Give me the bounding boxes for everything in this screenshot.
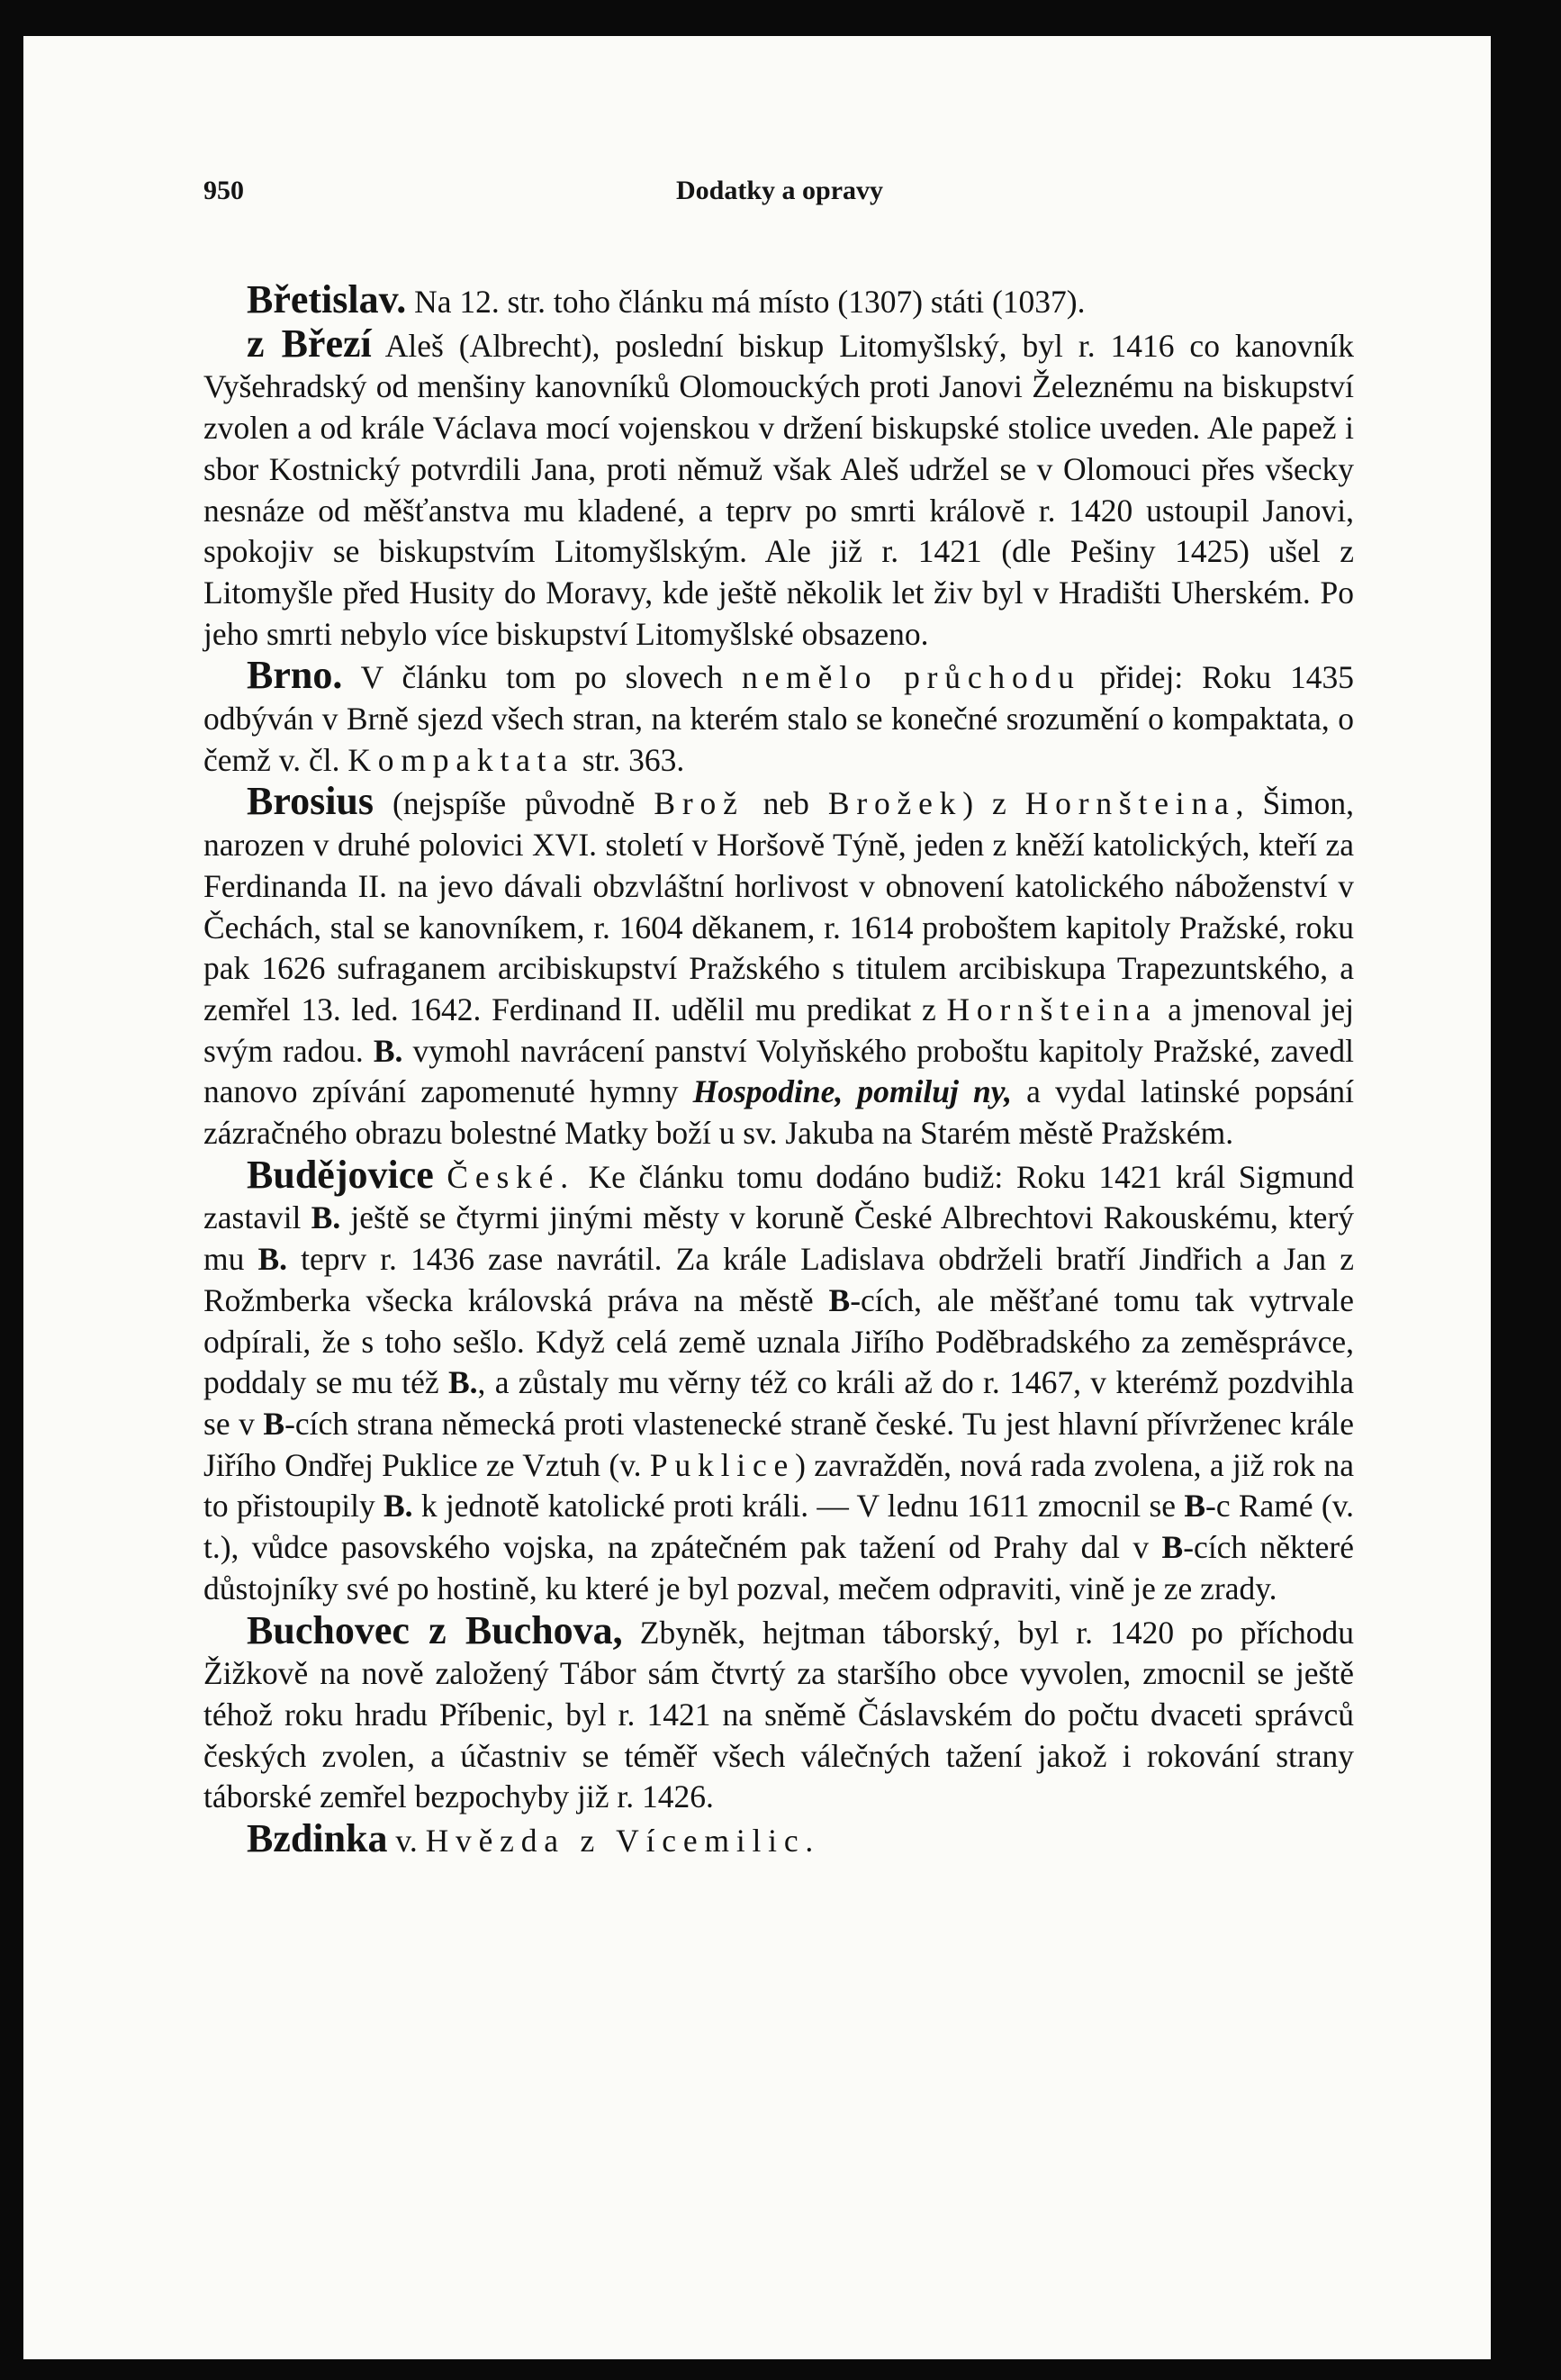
cross-reference: Puklice: [649, 1446, 796, 1483]
entry-text: .: [805, 1823, 814, 1860]
entry-headword: Břetislav.: [247, 277, 407, 321]
cross-reference: Hvězda z Vícemilic: [425, 1823, 806, 1860]
entry-headword: Brno.: [247, 653, 343, 698]
spaced-name: Brožek: [827, 785, 963, 822]
entry-budejovice: [203, 1154, 1354, 1610]
entry-text: (nejspíše původně: [393, 785, 636, 822]
abbrev-bold: B: [1161, 1529, 1184, 1566]
spaced-name: Hornšteina: [1024, 785, 1236, 822]
entry-text: ještě se čtyrmi jinými městy v koruně České Albrechtovi Rakouskému, který mu: [203, 1199, 1355, 1278]
spaced-phrase: nemělo průchodu: [742, 659, 1081, 696]
entry-text: , Šimon, narozen v druhé polovici XVI. století v Horšově Týně, jeden z kněží katolických, kteří za Ferdinanda II. na jevo dávali obzvláštní horlivost v obnovení katolického náboženství v Čechách, stal se kanovníkem, r. 1604 děkanem, r. 1614 proboštem kapitoly Pražské, roku pak 1626 sufraganem arcibiskupství Pražského s titulem arcibiskupa Trapezuntského, a zemřel 13. led. 1642. Ferdinand II. udělil mu predikat z: [203, 785, 1355, 1027]
book-page: [23, 36, 1491, 2359]
entry-text: vymohl navrácení panství Volyňského proboštu kapitoly Pražské, zavedl nanovo zpívání zapomenuté hymny: [203, 1032, 1355, 1110]
entry-text: V článku tom po slovech: [360, 659, 724, 696]
entry-text: teprv r. 1436 zase navrátil. Za krále Ladislava obdrželi bratří Jindřich a Jan z Rožmberka všecka královská práva na městě: [203, 1241, 1355, 1318]
entry-text: -cích některé důstojníky své po hostině, ku které je byl pozval, mečem odpraviti, vině je ze zrady.: [203, 1529, 1355, 1606]
entry-headword: Buchovec z Buchova,: [247, 1607, 623, 1652]
entry-headword: z Březí: [247, 321, 372, 366]
running-title: Dodatky a opravy: [675, 176, 884, 205]
entry-headword: Budějovice: [247, 1152, 434, 1197]
entry-text: -cích strana německá proti vlastenecké straně české. Tu jest hlavní přívrženec krále Jiřího Ondřej Puklice ze Vztuh (v.: [203, 1405, 1355, 1483]
entry-text: Na 12. str. toho článku má místo (1307) státi (1037).: [414, 284, 1086, 320]
page-header: [203, 176, 1356, 230]
entry-text: str. 363.: [582, 741, 685, 778]
entry-text: neb: [762, 785, 809, 822]
entry-text: a jmenoval jej svým radou.: [203, 991, 1355, 1069]
page-number: 950: [203, 176, 244, 205]
entry-bretislav: [203, 279, 1354, 323]
page-body: [203, 279, 1354, 1862]
entry-text: Ke článku tomu dodáno budiž: Roku 1421 král Sigmund zastavil: [203, 1158, 1355, 1236]
abbrev-bold: B.: [257, 1241, 288, 1278]
entry-text: -cích, ale měšťané tomu tak vytrvale odpírali, že s toho sešlo. Když celá země uznala Jiřího Poděbradského za zeměsprávce, poddaly se mu též: [203, 1281, 1354, 1401]
entry-text: , a zůstaly mu věrny též co králi až do r. 1467, v kterémž pozdvihla se v: [203, 1364, 1355, 1442]
entry-headword: Bzdinka: [247, 1816, 388, 1861]
abbrev-bold: B.: [311, 1199, 341, 1236]
abbrev-bold: B.: [447, 1364, 478, 1401]
entry-buchovec: [203, 1607, 1355, 1819]
spaced-name: Hornšteina: [946, 991, 1158, 1027]
entry-z-brezi: [203, 323, 1354, 656]
abbrev-bold: B: [263, 1405, 285, 1442]
entry-text: přidej: Roku 1435 odbýván v Brně sjezd všech stran, na kterém stalo se konečné srozumění o kompaktata, o čemž v. čl.: [203, 659, 1355, 778]
abbrev-bold: B.: [383, 1488, 413, 1525]
entry-headword: Brosius: [247, 779, 374, 824]
entry-text: a vydal latinské popsání zázračného obrazu bolestné Matky boží u sv. Jakuba na Starém městě Pražském.: [203, 1073, 1355, 1152]
entry-text: k jednotě katolické proti králi. — V lednu 1611 zmocnil se: [420, 1488, 1177, 1525]
abbrev-bold: B: [828, 1281, 851, 1318]
entry-brosius: [203, 781, 1354, 1154]
abbrev-bold: B: [1184, 1488, 1205, 1525]
entry-text: -c Ramé (v. t.), vůdce pasovského vojska, na zpátečném pak tažení od Prahy dal v: [203, 1488, 1355, 1566]
entry-brno: [203, 655, 1354, 781]
hymn-title: Hospodine, pomiluj ny,: [692, 1073, 1013, 1110]
entry-text: Aleš (Albrecht), poslední biskup Litomyšlský, byl r. 1416 co kanovník Vyšehradský od menšiny kanovníků Olomouckých proti Janovi Železnému na biskupství zvolen a od krále Václava mocí vojenskou v držení biskupské stolice uveden. Ale papež i sbor Kostnický potvrdili Jana, proti němuž však Aleš udržel se v Olomouci přes všecky nesnáze od měšťanstva mu kladené, a teprv po smrti královĕ r. 1420 ustoupil Janovi, spokojiv se biskupstvím Litomyšlským. Ale již r. 1421 (dle Pešiny 1425) ušel z Litomyšle před Husity do Moravy, kde ještě několik let živ byl v Hradišti Uherském. Po jeho smrti nebylo více biskupství Litomyšlské obsazeno.: [203, 327, 1354, 652]
abbrev-bold: B.: [373, 1032, 403, 1069]
entry-text: ) z: [962, 785, 1006, 822]
entry-bzdinka: [203, 1818, 1354, 1862]
spaced-name: Brož: [654, 785, 744, 822]
entry-text: Zbyněk, hejtman táborský, byl r. 1420 po příchodu Žižkově na nově založený Tábor sám čtvrtý za staršího obce vyvolen, zmocnil se ještě téhož roku hradu Příbenic, byl r. 1421 na sněmě Čáslavském do počtu dvaceti správců českých zvolen, a účastniv se téměř všech válečných tažení jakož i rokování strany táborské zemřel bezpochyby již r. 1426.: [203, 1614, 1355, 1815]
entry-text: v.: [395, 1823, 418, 1860]
entry-text: ) zavražděn, nová rada zvolena, a již rok na to přistoupily: [203, 1446, 1355, 1525]
headword-suffix: České.: [447, 1158, 575, 1195]
cross-reference: Kompaktata: [347, 741, 574, 778]
